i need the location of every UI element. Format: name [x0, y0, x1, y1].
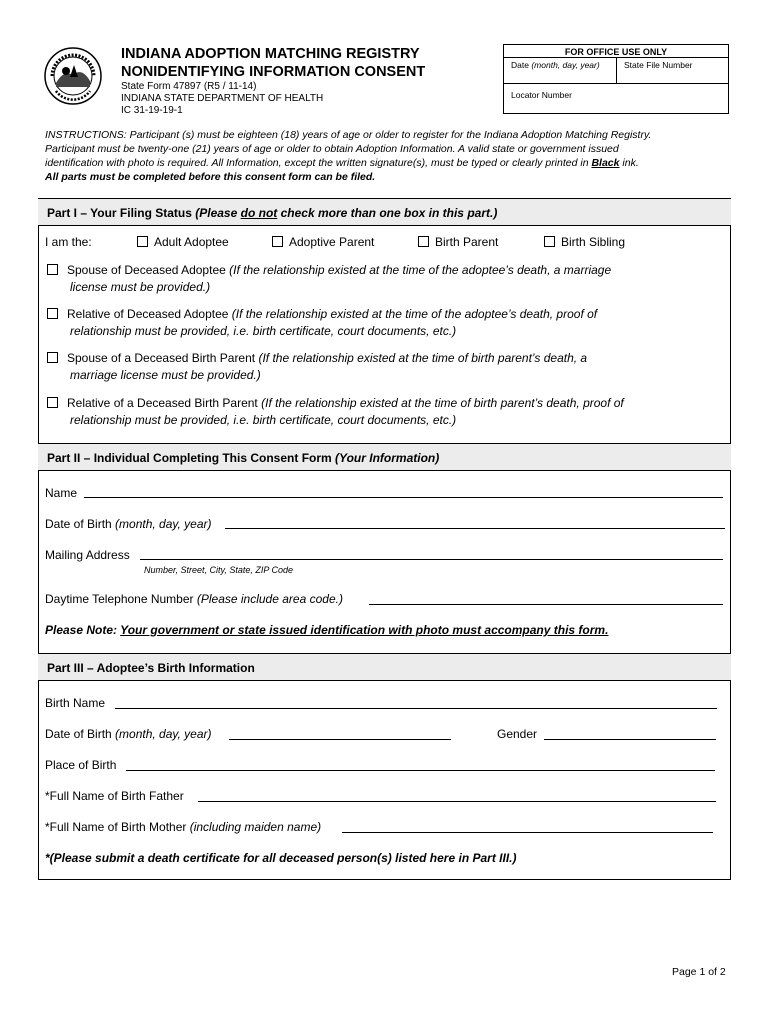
instructions: [45, 128, 725, 184]
phone-input[interactable]: [369, 604, 723, 605]
dob-label: Date of Birth (month, day, year): [45, 517, 212, 531]
phone-label: Daytime Telephone Number (Please include area code.): [45, 592, 343, 606]
form-number: State Form 47897 (R5 / 11-14): [121, 81, 257, 92]
part2-hint: (Your Information): [335, 451, 440, 465]
i-am-the-label: I am the:: [45, 235, 92, 249]
birth-name-label: Birth Name: [45, 696, 106, 710]
office-use-box: [503, 44, 729, 114]
office-date-hint: (month, day, year): [531, 60, 600, 70]
mailing-address-label: Mailing Address: [45, 548, 130, 562]
gender-input[interactable]: [544, 739, 716, 740]
part2-header: [38, 443, 731, 471]
name-label: Name: [45, 486, 78, 500]
spouse-deceased-adoptee-hint: license must be provided.): [70, 280, 211, 294]
instructions-line4: All parts must be completed before this consent form can be filed.: [45, 171, 376, 183]
form-title-line1: INDIANA ADOPTION MATCHING REGISTRY: [121, 46, 420, 62]
spouse-deceased-adoptee-label: Spouse of Deceased Adoptee (If the relationship existed at the time of the adoptee’s death, a marriage: [67, 263, 612, 277]
department-name: INDIANA STATE DEPARTMENT OF HEALTH: [121, 93, 324, 104]
birth-parent-checkbox[interactable]: [418, 236, 429, 247]
birth-parent-label: Birth Parent: [435, 235, 499, 249]
part3-title: Part III – Adoptee’s Birth Information: [47, 661, 255, 675]
office-use-title: FOR OFFICE USE ONLY: [564, 47, 668, 57]
locator-number-field[interactable]: Locator Number: [511, 90, 572, 100]
birth-father-label: *Full Name of Birth Father: [45, 789, 184, 803]
adoptee-dob-label: Date of Birth (month, day, year): [45, 727, 212, 741]
office-date-field[interactable]: [511, 60, 600, 70]
office-date-label: Date: [511, 60, 529, 70]
form-title-line2: NONIDENTIFYING INFORMATION CONSENT: [121, 64, 426, 80]
statute-reference: IC 31-19-19-1: [121, 105, 183, 116]
spouse-deceased-birth-parent-checkbox[interactable]: [47, 352, 58, 363]
adult-adoptee-checkbox[interactable]: [137, 236, 148, 247]
relative-deceased-adoptee-label: Relative of Deceased Adoptee (If the relationship existed at the time of the adoptee’s death, proof of: [67, 307, 598, 321]
part3-header: [38, 653, 731, 681]
birth-father-input[interactable]: [198, 801, 716, 802]
relative-deceased-birth-parent-hint: relationship must be provided, i.e. birth certificate, court documents, etc.): [70, 413, 457, 427]
state-seal-logo: [44, 47, 102, 105]
birth-sibling-label: Birth Sibling: [561, 235, 626, 249]
place-of-birth-input[interactable]: [126, 770, 715, 771]
form-frame: [38, 198, 731, 880]
mailing-address-hint: Number, Street, City, State, ZIP Code: [144, 565, 294, 575]
relative-deceased-birth-parent-checkbox[interactable]: [47, 397, 58, 408]
instructions-line1: INSTRUCTIONS: Participant (s) must be eighteen (18) years of age or older to register for the Indiana Adoption Matching Registry.: [45, 129, 652, 141]
black-ink-emphasis: Black: [591, 157, 620, 169]
state-file-number-field[interactable]: State File Number: [624, 60, 693, 70]
spouse-deceased-birth-parent-label: Spouse of a Deceased Birth Parent (If the relationship existed at the time of birth parent’s death, a: [67, 351, 588, 365]
page-number: Page 1 of 2: [672, 966, 726, 978]
adoptee-dob-input[interactable]: [229, 739, 451, 740]
gender-label: Gender: [497, 727, 538, 741]
part2-note: Please Note: Your government or state issued identification with photo must accompany this form.: [45, 623, 609, 637]
birth-mother-label: *Full Name of Birth Mother (including maiden name): [45, 820, 322, 834]
birth-mother-input[interactable]: [342, 832, 713, 833]
relative-deceased-adoptee-hint: relationship must be provided, i.e. birth certificate, court documents, etc.): [70, 324, 457, 338]
mailing-address-input[interactable]: [140, 559, 723, 560]
spouse-deceased-adoptee-checkbox[interactable]: [47, 264, 58, 275]
name-input[interactable]: [84, 497, 723, 498]
adoptive-parent-label: Adoptive Parent: [289, 235, 375, 249]
instructions-line2: Participant must be twenty-one (21) years of age or older to obtain Adoption Information. A valid state or government issued: [45, 143, 619, 155]
part2-title: Part II – Individual Completing This Consent Form: [47, 451, 336, 465]
instructions-line3: identification with photo is required. All Information, except the written signature(s), must be typed or clearly printed in Black ink.: [45, 157, 639, 169]
relative-deceased-adoptee-checkbox[interactable]: [47, 308, 58, 319]
adoptive-parent-checkbox[interactable]: [272, 236, 283, 247]
place-of-birth-label: Place of Birth: [45, 758, 117, 772]
part1-hint: (Please do not check more than one box in this part.): [195, 206, 498, 220]
birth-name-input[interactable]: [115, 708, 717, 709]
part1-title: Part I – Your Filing Status: [47, 206, 196, 220]
relative-deceased-birth-parent-label: Relative of a Deceased Birth Parent (If the relationship existed at the time of birth parent’s death, proof of: [67, 396, 624, 410]
part1-header: [38, 198, 731, 226]
spouse-deceased-birth-parent-hint: marriage license must be provided.): [70, 368, 261, 382]
part3-footnote: *(Please submit a death certificate for all deceased person(s) listed here in Part III.): [45, 851, 517, 865]
dob-input[interactable]: [225, 528, 725, 529]
adult-adoptee-label: Adult Adoptee: [154, 235, 229, 249]
birth-sibling-checkbox[interactable]: [544, 236, 555, 247]
